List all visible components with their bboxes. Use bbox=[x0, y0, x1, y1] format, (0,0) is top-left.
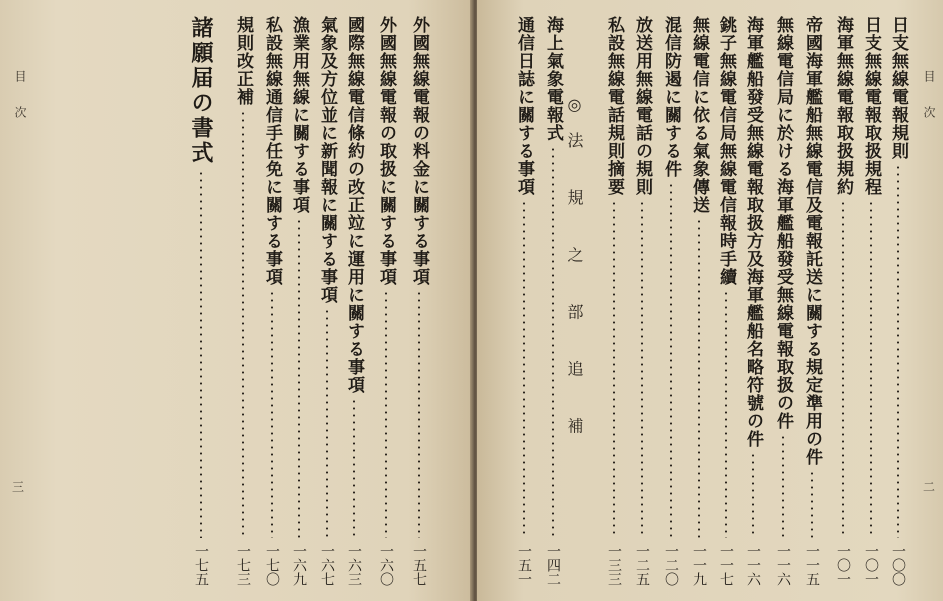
toc-entry-page: 一六〇 bbox=[378, 544, 394, 586]
toc-entry-page: 一六七 bbox=[319, 544, 335, 586]
toc-entry-page: 一七五 bbox=[193, 544, 209, 586]
toc-leader-dots bbox=[326, 308, 328, 538]
toc-entry-title: 外國無線電報の取扱に關する事項 bbox=[376, 16, 396, 286]
toc-entry bbox=[631, 16, 653, 596]
toc-entry-page: 一五七 bbox=[411, 544, 427, 586]
toc-entry-title: 無線電信局に於ける海軍艦船發受無線電報取扱の件 bbox=[773, 16, 793, 430]
toc-entry bbox=[688, 16, 710, 596]
toc-entry-page: 一四二 bbox=[545, 544, 561, 586]
toc-leader-dots bbox=[271, 290, 273, 538]
toc-entry-title: 混信防遏に關する件 bbox=[661, 16, 681, 178]
toc-entry-title: 帝國海軍艦船無線電信及電報託送に關する規定準用の件 bbox=[802, 16, 822, 466]
toc-entry-major bbox=[186, 16, 216, 596]
toc-entry-page: 一一五 bbox=[804, 544, 820, 586]
toc-entry bbox=[232, 16, 254, 596]
toc-leader-dots bbox=[552, 146, 554, 538]
toc-entry bbox=[316, 16, 338, 596]
toc-entry-title: 漁業用無線に關する事項 bbox=[289, 16, 309, 214]
toc-entry bbox=[542, 16, 564, 596]
toc-entry-page: 一一六 bbox=[775, 544, 791, 586]
toc-entry bbox=[408, 16, 430, 596]
toc-entry-title: 日支無線電報取扱規程 bbox=[861, 16, 881, 196]
toc-entry-page: 一三三 bbox=[606, 544, 622, 586]
toc-entry-page: 一七〇 bbox=[264, 544, 280, 586]
toc-leader-dots bbox=[242, 110, 244, 538]
toc-leader-dots bbox=[752, 452, 754, 538]
toc-entry-title: 私設無線通信手任免に關する事項 bbox=[262, 16, 282, 286]
toc-entry-title: 國際無線電信條約の改正竝に運用に關する事項 bbox=[344, 16, 364, 394]
toc-entry-title: 無線電信に依る氣象傳送 bbox=[689, 16, 709, 214]
toc-entry-page: 一二〇 bbox=[663, 544, 679, 586]
toc-entry-title: 海上氣象電報式 bbox=[543, 16, 563, 142]
toc-leader-dots bbox=[385, 290, 387, 538]
toc-leader-dots bbox=[353, 398, 355, 538]
toc-entry-title: 氣象及方位並に新聞報に關する事項 bbox=[317, 16, 337, 304]
toc-leader-dots bbox=[842, 200, 844, 538]
toc-entry bbox=[801, 16, 823, 596]
toc-entry-title: 日支無線電報規則 bbox=[888, 16, 908, 160]
toc-entry-page: 一一六 bbox=[745, 544, 761, 586]
toc-entry-title: 外國無線電報の料金に關する事項 bbox=[409, 16, 429, 286]
toc-entry bbox=[288, 16, 310, 596]
right-page-number: 二 bbox=[923, 480, 936, 494]
right-page-header: 目 次 bbox=[922, 70, 936, 128]
toc-leader-dots bbox=[670, 182, 672, 538]
toc-entry bbox=[832, 16, 854, 596]
toc-entry-title: 通信日誌に關する事項 bbox=[514, 16, 534, 196]
toc-entry-page: 一一九 bbox=[691, 544, 707, 586]
toc-entry bbox=[660, 16, 682, 596]
toc-entry bbox=[772, 16, 794, 596]
toc-leader-dots bbox=[811, 470, 813, 538]
toc-entry-title: 規則改正補 bbox=[233, 16, 253, 106]
toc-entry-page: 一〇一 bbox=[835, 544, 851, 586]
right-page bbox=[477, 0, 943, 601]
toc-entry-page: 一五一 bbox=[516, 544, 532, 586]
section-heading: ◎法 規 之 部 追 補 bbox=[565, 95, 584, 452]
toc-entry-page: 一六九 bbox=[291, 544, 307, 586]
toc-leader-dots bbox=[782, 434, 784, 538]
toc-leader-dots bbox=[698, 218, 700, 538]
toc-entry-title: 海軍無線電報取扱規約 bbox=[833, 16, 853, 196]
toc-entry bbox=[513, 16, 535, 596]
toc-leader-dots bbox=[897, 164, 899, 538]
toc-leader-dots bbox=[298, 218, 300, 538]
toc-entry-title: 諸願届の書式 bbox=[188, 16, 214, 166]
toc-entry-title: 銚子無線電信局無線電信報時手續 bbox=[716, 16, 736, 286]
toc-entry bbox=[715, 16, 737, 596]
toc-entry-page: 一〇一 bbox=[863, 544, 879, 586]
toc-entry-title: 私設無線電話規則摘要 bbox=[604, 16, 624, 196]
toc-entry-page: 一二五 bbox=[634, 544, 650, 586]
toc-entry-page: 一〇〇 bbox=[890, 544, 906, 586]
toc-leader-dots bbox=[523, 200, 525, 538]
toc-leader-dots bbox=[725, 290, 727, 538]
toc-entry bbox=[742, 16, 764, 596]
toc-entry-title: 海軍艦船發受無線電報取扱方及海軍艦船名略符號の件 bbox=[743, 16, 763, 448]
toc-entry bbox=[603, 16, 625, 596]
toc-entry bbox=[261, 16, 283, 596]
toc-leader-dots bbox=[418, 290, 420, 538]
toc-entry bbox=[887, 16, 909, 596]
toc-entry bbox=[860, 16, 882, 596]
toc-entry-page: 一七三 bbox=[235, 544, 251, 586]
toc-leader-dots bbox=[200, 170, 202, 538]
toc-entry bbox=[343, 16, 365, 596]
toc-leader-dots bbox=[613, 200, 615, 538]
toc-entry bbox=[375, 16, 397, 596]
left-page-number: 三 bbox=[12, 480, 25, 494]
toc-entry-page: 一六三 bbox=[346, 544, 362, 586]
left-page-header: 目 次 bbox=[13, 70, 27, 128]
toc-leader-dots bbox=[641, 200, 643, 538]
toc-entry-page: 一一七 bbox=[718, 544, 734, 586]
toc-entry-title: 放送用無線電話の規則 bbox=[632, 16, 652, 196]
toc-leader-dots bbox=[870, 200, 872, 538]
